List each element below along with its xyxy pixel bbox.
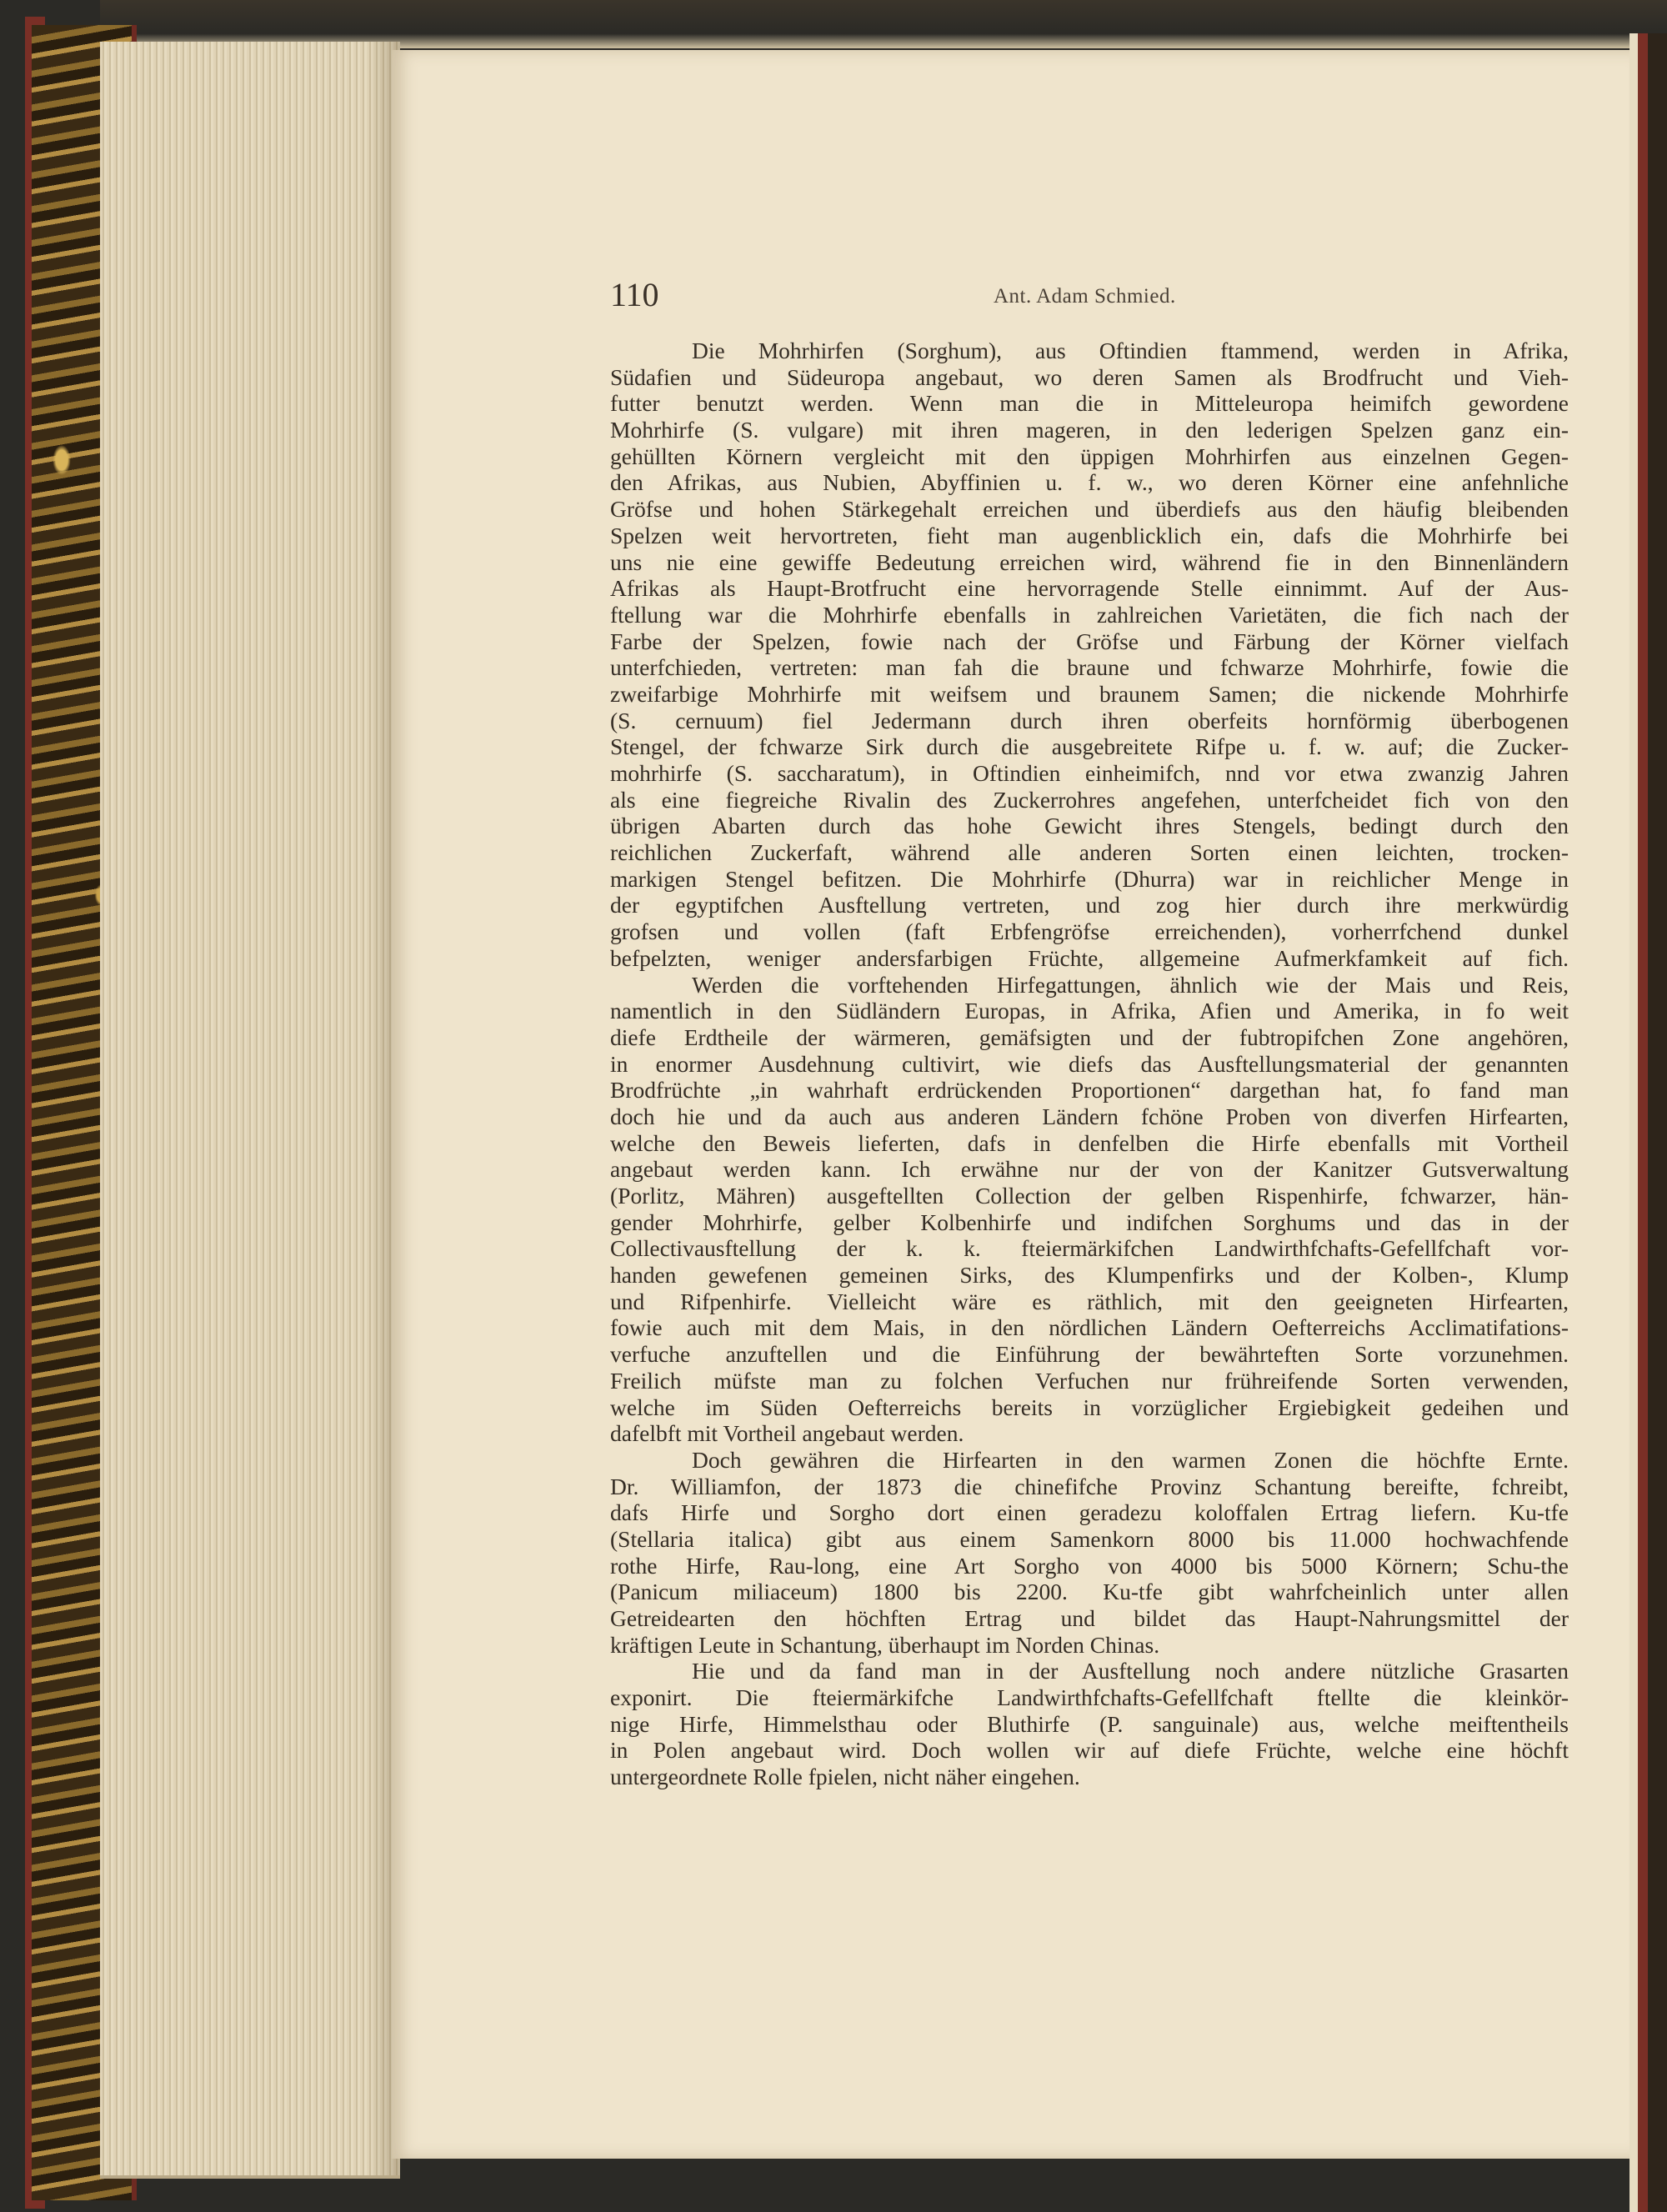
text-line: gender Mohrhirfe, gelber Kolbenhirfe und indifchen Sorghums und das in der xyxy=(610,1209,1569,1235)
text-line: verfuche anzuftellen und die Einführung der bewährteften Sorte vorzunehmen. xyxy=(610,1341,1569,1368)
text-line: Freilich müfste man zu folchen Verfuchen nur frühreifende Sorten verwenden, xyxy=(610,1367,1569,1394)
text-line: gehüllten Körnern vergleicht mit den üppigen Mohrhirfen aus einzelnen Gegen- xyxy=(610,443,1569,469)
text-line: Brodfrüchte „in wahrhaft erdrückenden Proportionen“ dargethan hat, fo fand man xyxy=(610,1077,1569,1103)
text-line: diefe Erdtheile der wärmeren, gemäfsigten und der fubtropifchen Zone angehören, xyxy=(610,1023,1569,1050)
text-line: als eine fiegreiche Rivalin des Zuckerrohres angefehen, unterfcheidet fich von den xyxy=(610,786,1569,813)
text-line: (Panicum miliaceum) 1800 bis 2200. Ku-tfe gibt wahrfcheinlich unter allen xyxy=(610,1579,1569,1605)
text-line: befpelzten, weniger andersfarbigen Früchte, allgemeine Aufmerkfamkeit auf fich. xyxy=(610,944,1569,971)
text-line: Dr. Williamfon, der 1873 die chinefifche Provinz Schantung bereifte, fchreibt, xyxy=(610,1473,1569,1499)
text-line: unterfchieden, vertreten: man fah die braune und fchwarze Mohrhirfe, fowie die xyxy=(610,654,1569,681)
text-line: Mohrhirfe (S. vulgare) mit ihren mageren, in den lederigen Spelzen ganz ein- xyxy=(610,417,1569,443)
text-line: übrigen Abarten durch das hohe Gewicht ihres Stengels, bedingt durch den xyxy=(610,813,1569,839)
text-line: in enormer Ausdehnung cultivirt, wie diefs das Ausftellungsmaterial der genannten xyxy=(610,1050,1569,1077)
text-line: Doch gewähren die Hirfearten in den warmen Zonen die höchfte Ernte. xyxy=(692,1446,1569,1473)
text-line: ftellung war die Mohrhirfe ebenfalls in zahlreichen Varietäten, die fich nach der xyxy=(610,601,1569,628)
text-line: zweifarbige Mohrhirfe mit weifsem und braunem Samen; die nickende Mohrhirfe xyxy=(610,680,1569,707)
text-line: (Stellaria italica) gibt aus einem Samenkorn 8000 bis 11.000 hochwachfende xyxy=(610,1525,1569,1552)
text-line: Hie und da fand man in der Ausftellung noch andere nützliche Grasarten xyxy=(692,1658,1569,1684)
text-line: (S. cernuum) fiel Jedermann durch ihren oberfeits hornförmig überbogenen xyxy=(610,707,1569,733)
running-head xyxy=(610,275,1627,325)
text-line: Gröfse und hohen Stärkegehalt erreichen und überdiefs aus den häufig bleibenden xyxy=(610,496,1569,523)
text-line: handen gewefenen gemeinen Sirks, des Klumpenfirks und der Kolben-, Klump xyxy=(610,1262,1569,1289)
text-line: Spelzen weit hervortreten, fieht man augenblicklich ein, dafs die Mohrhirfe bei xyxy=(610,522,1569,548)
text-line: Werden die vorftehenden Hirfegattungen, ähnlich wie der Mais und Reis, xyxy=(692,971,1569,998)
text-line: futter benutzt werden. Wenn man die in Mitteleuropa heimifch gewordene xyxy=(610,390,1569,417)
text-line: kräftigen Leute in Schantung, überhaupt im Norden Chinas. xyxy=(610,1631,1160,1658)
text-line: welche im Süden Oefterreichs bereits in vorzüglicher Ergiebigkeit gedeihen und xyxy=(610,1394,1569,1420)
text-line: Getreidearten den höchften Ertrag und bildet das Haupt-Nahrungsmittel der xyxy=(610,1605,1569,1631)
text-line: rothe Hirfe, Rau-long, eine Art Sorgho von 4000 bis 5000 Körnern; Schu-the xyxy=(610,1552,1569,1579)
text-line: nige Hirfe, Himmelsthau oder Bluthirfe (P. sanguinale) aus, welche meiftentheils xyxy=(610,1710,1569,1737)
text-line: in Polen angebaut wird. Doch wollen wir auf diefe Früchte, welche eine höchft xyxy=(610,1737,1569,1764)
text-line: Stengel, der fchwarze Sirk durch die ausgebreitete Rifpe u. f. w. auf; die Zucker- xyxy=(610,733,1569,760)
text-line: welche den Beweis lieferten, dafs in denfelben die Hirfe ebenfalls mit Vortheil xyxy=(610,1129,1569,1156)
right-binding xyxy=(1629,33,1667,2212)
text-line: dafelbft mit Vortheil angebaut werden. xyxy=(610,1420,964,1447)
page-edges xyxy=(100,42,400,2179)
text-line: Südafien und Südeuropa angebaut, wo deren Samen als Brodfrucht und Vieh- xyxy=(610,363,1569,390)
text-line: (Porlitz, Mähren) ausgeftellten Collection der gelben Rispenhirfe, fchwarzer, hän- xyxy=(610,1183,1569,1209)
text-line: namentlich in den Südländern Europas, in Afrika, Afien und Amerika, in fo weit xyxy=(610,998,1569,1024)
text-line: Collectivausftellung der k. k. fteiermärkifchen Landwirthfchafts-Gefellfchaft vor- xyxy=(610,1235,1569,1262)
text-line: doch hie und da auch aus anderen Ländern fchöne Proben von diverfen Hirfearten, xyxy=(610,1103,1569,1129)
text-line: dafs Hirfe und Sorgho dort einen geradezu koloffalen Ertrag liefern. Ku-tfe xyxy=(610,1499,1569,1526)
text-line: reichlichen Zuckerfaft, während alle anderen Sorten einen leichten, trocken- xyxy=(610,839,1569,866)
text-line: grofsen und vollen (faft Erbfengröfse erreichenden), vorherrfchend dunkel xyxy=(610,918,1569,945)
text-line: den Afrikas, aus Nubien, Abyffinien u. f. w., wo deren Körner eine anfehnliche xyxy=(610,469,1569,496)
text-line: mohrhirfe (S. saccharatum), in Oftindien einheimifch, nnd vor etwa zwanzig Jahren xyxy=(610,760,1569,786)
text-line: uns nie eine gewiffe Bedeutung erreichen wird, während fie in den Binnenländern xyxy=(610,548,1569,575)
text-line: Die Mohrhirfen (Sorghum), aus Oftindien ftammend, werden in Afrika, xyxy=(692,338,1569,363)
text-line: Afrikas als Haupt-Brotfrucht eine hervorragende Stelle einnimmt. Auf der Aus- xyxy=(610,575,1569,602)
page-number: 110 xyxy=(610,276,659,313)
body-text xyxy=(610,338,1569,1790)
text-line: Farbe der Spelzen, fowie nach der Gröfse und Färbung der Körner vielfach xyxy=(610,628,1569,654)
text-line: und Rifpenhirfe. Vielleicht wäre es räthlich, mit den geeigneten Hirfearten, xyxy=(610,1288,1569,1314)
text-line: angebaut werden kann. Ich erwähne nur der von der Kanitzer Gutsverwaltung xyxy=(610,1156,1569,1183)
running-title: Ant. Adam Schmied. xyxy=(994,285,1176,308)
text-line: untergeordnete Rolle fpielen, nicht näher eingehen. xyxy=(610,1764,1080,1790)
text-line: der egyptifchen Ausftellung vertreten, und zog hier durch ihre merkwürdig xyxy=(610,892,1569,918)
text-line: exponirt. Die fteiermärkifche Landwirthfchafts-Gefellfchaft ftellte die kleinkör- xyxy=(610,1684,1569,1711)
text-line: fowie auch mit dem Mais, in den nördlichen Ländern Oefterreichs Acclimatifations- xyxy=(610,1314,1569,1341)
text-line: markigen Stengel befitzen. Die Mohrhirfe (Dhurra) war in reichlicher Menge in xyxy=(610,865,1569,892)
